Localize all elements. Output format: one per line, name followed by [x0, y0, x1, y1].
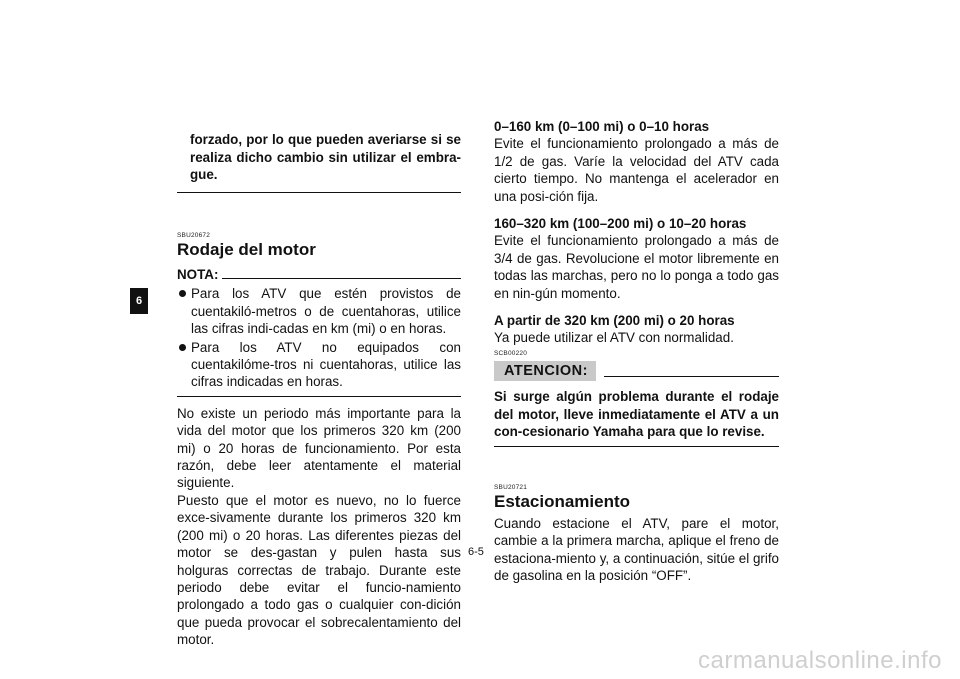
nota-item: Para los ATV que estén provistos de cuentakiló-metros o de cuentahoras, utilice las cifras indi-cadas en km (mi) o en horas. [177, 285, 461, 337]
section-code: SBU20672 [177, 232, 211, 239]
page-number: 6-5 [468, 546, 484, 558]
stage-text: Evite el funcionamiento prolongado a más de 1/2 de gas. Varíe la velocidad del ATV cada cierto tiempo. No mantenga el acelerador en una posi-ción fija. [494, 136, 779, 204]
nota-end-rule [177, 396, 461, 397]
caution-label: ATENCION: [494, 361, 596, 381]
nota-item: Para los ATV no equipados con cuentakilóme-tros ni cuentahoras, utilice las cifras indicadas en horas. [177, 339, 461, 391]
caution-code: SCB00220 [494, 349, 528, 357]
left-column [177, 118, 461, 649]
section-title-estacionamiento: Estacionamiento [494, 491, 631, 511]
nota-rule [222, 278, 461, 279]
stage-title: 0–160 km (0–100 mi) o 0–10 horas [494, 119, 710, 134]
stage-title: 160–320 km (100–200 mi) o 10–20 horas [494, 216, 747, 232]
paragraph: Puesto que el motor es nuevo, no lo fuerce exce-sivamente durante los primeros 320 km (200 mi) o 20 horas. Las diferentes piezas del motor se des-gastan y pulen hasta sus holguras correctas de trabajo. Durante este periodo debe evitar el funcio-namiento prolongado a todo gas o cualquier con-dición que pueda provocar el sobrecalentamiento del motor. [177, 492, 461, 648]
stage-text: Evite el funcionamiento prolongado a más de 3/4 de gas. Revolucione el motor libremente en todas las marchas, pero no lo ponga a todo gas en nin-gún momento. [494, 233, 779, 301]
stage-title: A partir de 320 km (200 mi) o 20 horas [494, 313, 735, 329]
stage-text: Ya puede utilizar el ATV con normalidad. [494, 330, 734, 346]
section-code: SBU20721 [494, 483, 528, 491]
bullet-icon [179, 290, 186, 297]
watermark: carmanualsonline.info [698, 647, 942, 674]
nota-label: NOTA: [177, 267, 219, 282]
section-title-rodaje: Rodaje del motor [177, 240, 316, 259]
caution-rule [604, 376, 779, 377]
nota-list [177, 285, 461, 390]
right-column [494, 118, 779, 585]
warning-continuation: forzado, por lo que pueden averiarse si se realiza dicho cambio sin utilizar el embra-gue. [177, 131, 461, 192]
chapter-tab: 6 [130, 288, 148, 314]
caution-text: Si surge algún problema durante el rodaje del motor, lleve inmediatamente el ATV a un con-cesionario Yamaha para que lo revise. [494, 388, 779, 446]
paragraph: No existe un periodo más importante para la vida del motor que los primeros 320 km (200 mi) o 20 horas de funcionamiento. Por esta razón, debe leer atentamente el material siguiente. [177, 405, 461, 491]
paragraph: Cuando estacione el ATV, pare el motor, cambie a la primera marcha, aplique el freno de estaciona-miento y, a continuación, sitúe el grifo de gasolina en la posición “OFF”. [494, 515, 779, 584]
nota-header [177, 266, 461, 283]
caution-header [494, 361, 779, 381]
bullet-icon [179, 344, 186, 351]
